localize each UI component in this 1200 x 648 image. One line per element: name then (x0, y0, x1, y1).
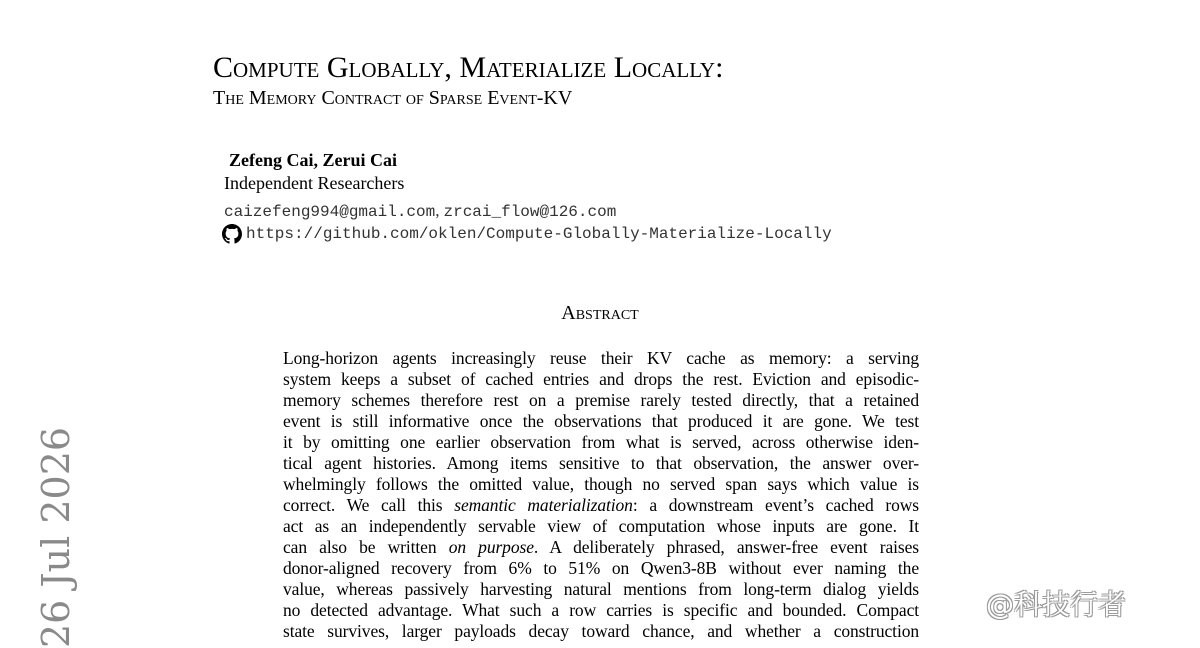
author-affiliation: Independent Researchers (224, 173, 405, 193)
abstract-line (283, 495, 919, 516)
abstract-line: no detected advantage. What such a row carries is specific and bounded. Compact (283, 600, 919, 620)
repo-line (222, 223, 832, 245)
abstract-emphasis: semantic materialization (454, 495, 633, 515)
abstract-line: act as an independently servable view of computation whose inputs are gone. It (283, 516, 919, 536)
title-block (213, 50, 723, 110)
abstract-heading: Abstract (561, 302, 639, 324)
paper-subtitle: The Memory Contract of Sparse Event-KV (213, 87, 573, 109)
paper-title: Compute Globally, Materialize Locally: (213, 51, 724, 84)
author-names: Zefeng Cai, Zerui Cai (229, 150, 397, 170)
abstract-line (283, 537, 919, 558)
github-icon (222, 224, 242, 244)
abstract-line: state survives, larger payloads decay toward chance, and whether a construction (283, 621, 919, 641)
abstract-emphasis: on purpose (448, 537, 534, 557)
abstract-body (283, 348, 919, 642)
watermark: @科技行者 (986, 588, 1127, 621)
abstract-line: system keeps a subset of cached entries and drops the rest. Eviction and episodic- (283, 369, 919, 389)
abstract-text: : a downstream event’s cached rows (632, 495, 919, 515)
repo-link[interactable]: https://github.com/oklen/Compute-Globally-Materialize-Locally (246, 225, 832, 243)
abstract-line: value, whereas passively harvesting natural mentions from long-term dialog yields (283, 579, 919, 599)
email-link-1[interactable]: caizefeng994@gmail.com (224, 203, 436, 221)
email-separator: , (435, 201, 440, 220)
abstract-line: donor-aligned recovery from 6% to 51% on Qwen3-8B without ever naming the (283, 558, 919, 578)
margin-date-stamp: 26 Jul 2026 (34, 426, 78, 648)
abstract-text: . A deliberately phrased, answer-free event raises (533, 537, 919, 557)
abstract-line: it by omitting one earlier observation from what is served, across otherwise iden- (283, 432, 919, 452)
author-emails (224, 200, 616, 223)
abstract-line: whelmingly follows the omitted value, though no served span says which value is (283, 474, 919, 494)
abstract-line: memory schemes therefore rest on a premise rarely tested directly, that a retained (283, 390, 919, 410)
abstract-text: correct. We call this (283, 495, 455, 515)
email-link-2[interactable]: zrcai_flow@126.com (443, 203, 617, 221)
abstract-line: tical agent histories. Among items sensitive to that observation, the answer over- (283, 453, 919, 473)
abstract-line: Long-horizon agents increasingly reuse their KV cache as memory: a serving (283, 348, 919, 368)
abstract-line: event is still informative once the observations that produced it are gone. We test (283, 411, 919, 431)
abstract-text: can also be written (283, 537, 449, 557)
